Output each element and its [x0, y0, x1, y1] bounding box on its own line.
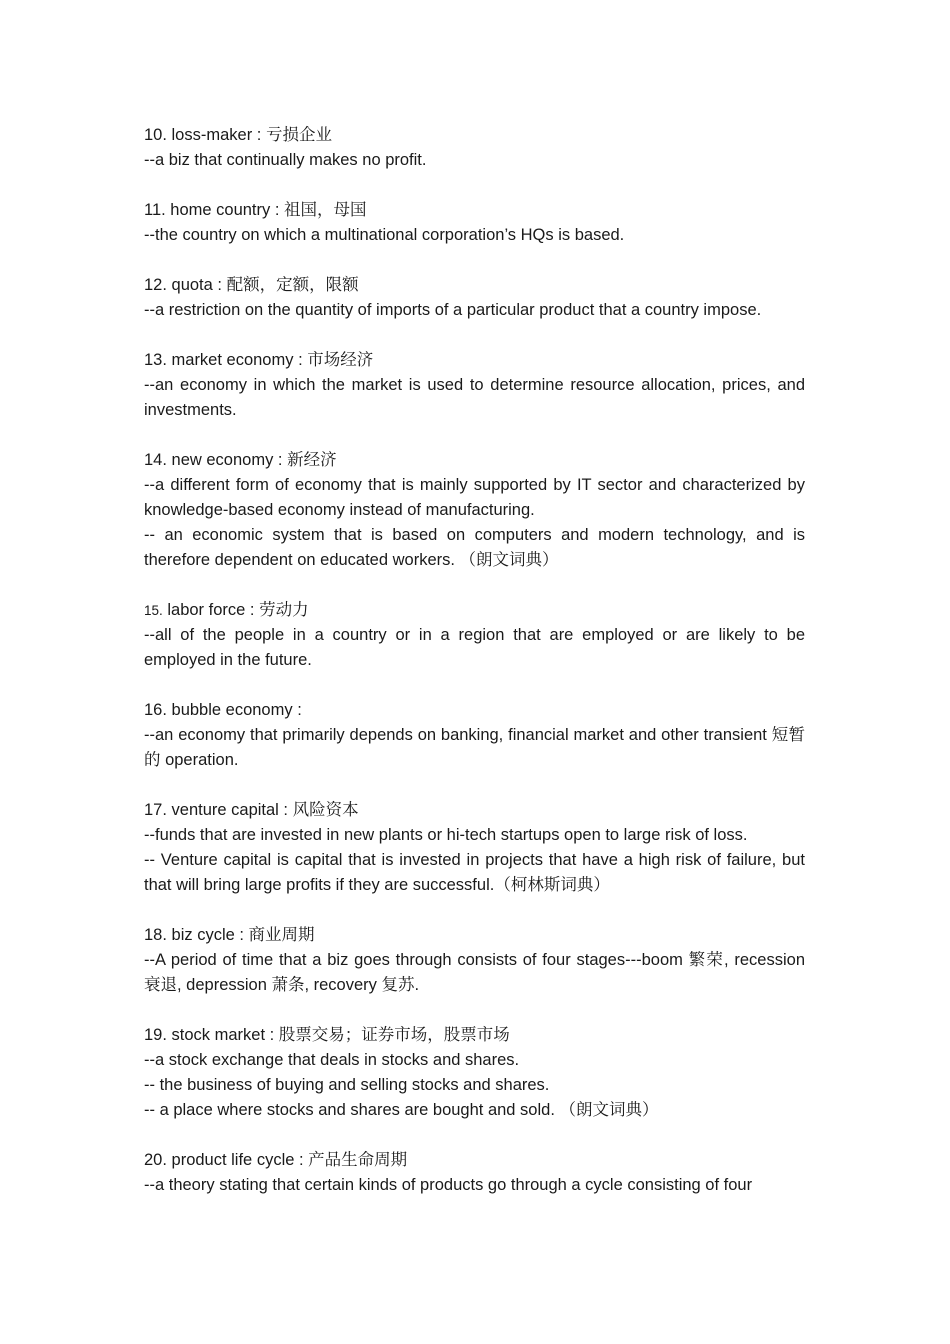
- entry-heading: 20. product life cycle : 产品生命周期: [144, 1151, 408, 1169]
- entry-definition: --a stock exchange that deals in stocks and shares.: [144, 1051, 520, 1069]
- glossary-entry-12: [144, 273, 805, 323]
- entry-heading: 16. bubble economy :: [144, 701, 302, 719]
- entry-heading: 11. home country : 祖国，母国: [144, 201, 367, 219]
- glossary-entry-15: [144, 598, 805, 673]
- glossary-entry-19: [144, 1023, 805, 1123]
- glossary-entry-13: [144, 348, 805, 423]
- entry-term: labor force : 劳动力: [162, 601, 309, 619]
- entry-number: 15.: [144, 603, 163, 618]
- entry-definition: --all of the people in a country or in a region that are employed or are likely to be employed in the future.: [144, 626, 805, 669]
- entry-definition: --funds that are invested in new plants or hi-tech startups open to large risk of loss.: [144, 826, 748, 844]
- entry-heading: 19. stock market : 股票交易；证券市场，股票市场: [144, 1026, 510, 1044]
- entry-definition: -- the business of buying and selling stocks and shares.: [144, 1076, 550, 1094]
- entry-definition: -- Venture capital is capital that is invested in projects that have a high risk of failure, but that will bring large profits if they are successful.（柯林斯词典）: [144, 851, 805, 894]
- glossary-entry-20: [144, 1148, 805, 1198]
- glossary-entry-17: [144, 798, 805, 898]
- entry-heading: 10. loss-maker : 亏损企业: [144, 126, 332, 144]
- entry-definition: --an economy in which the market is used to determine resource allocation, prices, and investments.: [144, 376, 805, 419]
- entry-definition: -- an economic system that is based on computers and modern technology, and is therefore dependent on educated workers. （朗文词典）: [144, 526, 805, 569]
- entry-definition: --a different form of economy that is mainly supported by IT sector and characterized by knowledge-based economy instead of manufacturing.: [144, 476, 805, 519]
- entry-heading: 14. new economy : 新经济: [144, 451, 337, 469]
- entry-definition: --a theory stating that certain kinds of products go through a cycle consisting of four: [144, 1176, 753, 1194]
- glossary-entry-10: [144, 123, 805, 173]
- entry-definition: -- a place where stocks and shares are bought and sold. （朗文词典）: [144, 1101, 659, 1119]
- entry-heading: 18. biz cycle : 商业周期: [144, 926, 315, 944]
- glossary-entry-11: [144, 198, 805, 248]
- entry-heading: [144, 598, 805, 623]
- glossary-entry-16: [144, 698, 805, 773]
- entry-definition: --the country on which a multinational corporation’s HQs is based.: [144, 226, 625, 244]
- entry-definition: --an economy that primarily depends on banking, financial market and other transient 短暂的 operation.: [144, 726, 805, 769]
- entry-heading: 13. market economy : 市场经济: [144, 351, 374, 369]
- entry-definition: --a restriction on the quantity of imports of a particular product that a country impose.: [144, 301, 762, 319]
- glossary-entry-14: [144, 448, 805, 573]
- entry-heading: 17. venture capital : 风险资本: [144, 801, 359, 819]
- entry-heading: 12. quota : 配额，定额，限额: [144, 276, 359, 294]
- entry-definition: --a biz that continually makes no profit.: [144, 151, 427, 169]
- glossary-content: [144, 123, 805, 1223]
- glossary-entry-18: [144, 923, 805, 998]
- entry-definition: --A period of time that a biz goes through consists of four stages---boom 繁荣, recession 衰退, depression 萧条, recovery 复苏.: [144, 951, 805, 994]
